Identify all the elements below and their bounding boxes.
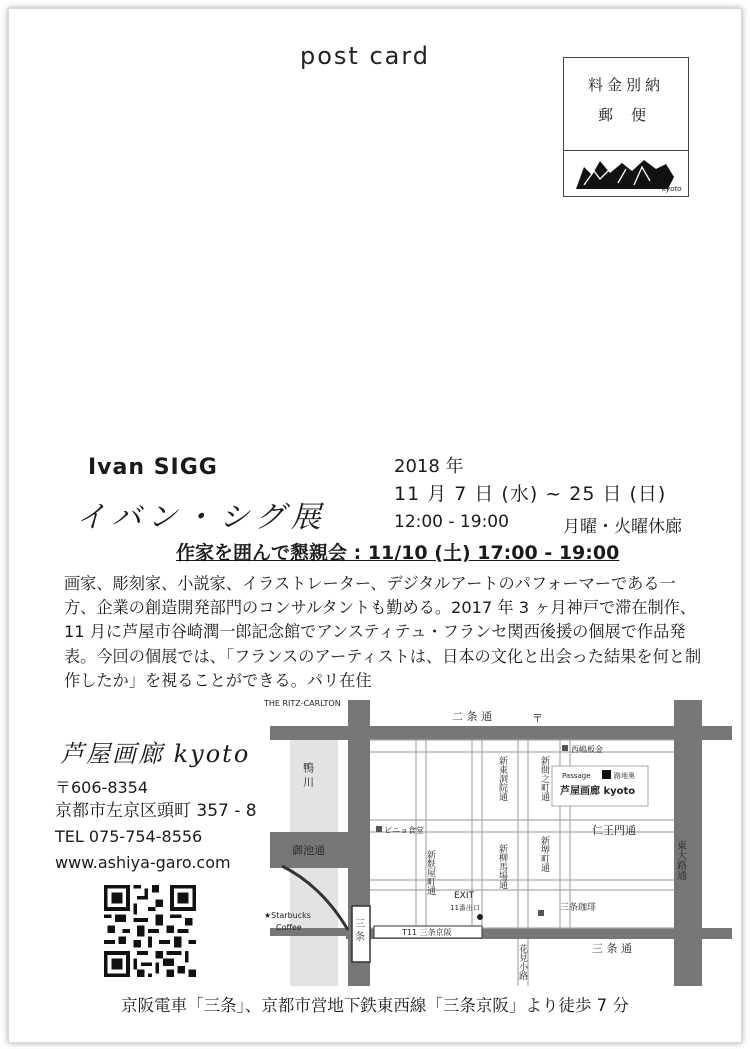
gallery-postal-code: 〒606-8354 (55, 778, 149, 797)
gallery-website[interactable]: www.ashiya-garo.com (55, 853, 231, 872)
nijo-dori-road (270, 726, 732, 740)
shin-yanaginobamba-label: 新柳馬場通 (497, 844, 507, 889)
stamp-text-line1: 料金別納 (587, 76, 664, 94)
hanamikoji-label: 花見小路 (517, 944, 527, 980)
gallery-logo-stamp (570, 155, 682, 193)
passage-label: Passage (562, 772, 591, 780)
postcard-title: post card (300, 42, 431, 70)
exhibition-hours: 12:00 - 19:00 (394, 512, 509, 532)
sanjo-dori-label: 三 条 通 (592, 942, 632, 955)
shin-sakaimachi-label: 新堺町通 (539, 836, 549, 872)
oike-label: 御池通 (292, 844, 325, 857)
alley-label: 路地奥 (614, 772, 635, 780)
exit-marker (477, 914, 483, 920)
nijo-label: 二 条 通 (452, 710, 492, 723)
reception-info: 作家を囲んで懇親会 : 11/10 (土) 17:00 - 19:00 (176, 542, 620, 564)
pinio-label: ピニョ食堂 (384, 826, 424, 835)
pinio-marker (376, 826, 382, 832)
gallery-address: 京都市左京区頭町 357 - 8 (55, 801, 257, 821)
exhibition-year: 2018 年 (394, 456, 464, 477)
gallery-map-label: 芦屋画廊 kyoto (560, 786, 636, 797)
niomon-label: 仁王門通 (592, 824, 636, 837)
nishizaki-label: 西嶋板金 (571, 745, 603, 754)
exit-sub-label: 11番出口 (450, 904, 480, 912)
qr-code[interactable] (104, 885, 196, 977)
sanjo-coffee-label: 三条珈琲 (560, 903, 597, 913)
stamp-text-line2: 郵便 (597, 106, 664, 124)
t11-label: T11 三条京阪 (402, 928, 452, 937)
svg-text:kyoto: kyoto (662, 185, 682, 193)
starbucks-label-2: Coffee (276, 923, 302, 932)
higashioji-label: 東大路通 (674, 840, 686, 880)
stamp-divider (564, 150, 688, 151)
shin-fuyacho-label: 新麩屋町通 (425, 850, 435, 895)
starbucks-label: ★Starbucks (264, 911, 311, 920)
postage-stamp-box (563, 57, 689, 197)
closed-days: 月曜・火曜休廊 (563, 517, 682, 537)
gallery-name: 芦屋画廊 kyoto (60, 740, 251, 768)
artist-name-latin: Ivan SIGG (88, 455, 218, 480)
kamo-label: 鴨 川 (301, 762, 315, 788)
sanjo-coffee-marker (538, 910, 544, 916)
post-office-icon: 〒 (532, 712, 543, 725)
exit-label: EXIT (454, 891, 475, 901)
shin-mamanocho-label: 新間之町通 (539, 756, 549, 801)
sanjo-station-label: 三 条 (352, 918, 364, 942)
gallery-marker (602, 770, 611, 779)
access-directions: 京阪電車「三条」、京都市営地下鉄東西線「三条京阪」より徒歩 7 分 (121, 996, 629, 1015)
gallery-phone: TEL 075-754-8556 (55, 827, 203, 846)
artist-bio: 画家、彫刻家、小説家、イラストレーター、デジタルアートのパフォーマーである一方、企業の創造開発部門のコンサルタントも勤める。2017 年 3 ヶ月神戸で滞在制作、11 月に芦屋市谷崎潤一郎記念館でアンスティテュ・フランセ関西後援の個展で作品発表。今回の個展では、「フランスのアーティストは、日本の文化と出会った結果を何と制作したか」を視ることができる。パリ在住 (64, 574, 702, 690)
exhibition-dates: 11 月 7 日 (水) ~ 25 日 (日) (394, 483, 667, 505)
ritz-label: THE RITZ-CARLTON (264, 700, 341, 708)
shin-higashinotoin-label: 新東洞院通 (497, 756, 507, 801)
exhibition-title: イバン・シグ展 (76, 500, 327, 535)
access-map (262, 700, 734, 986)
nishizaki-marker (562, 745, 568, 751)
